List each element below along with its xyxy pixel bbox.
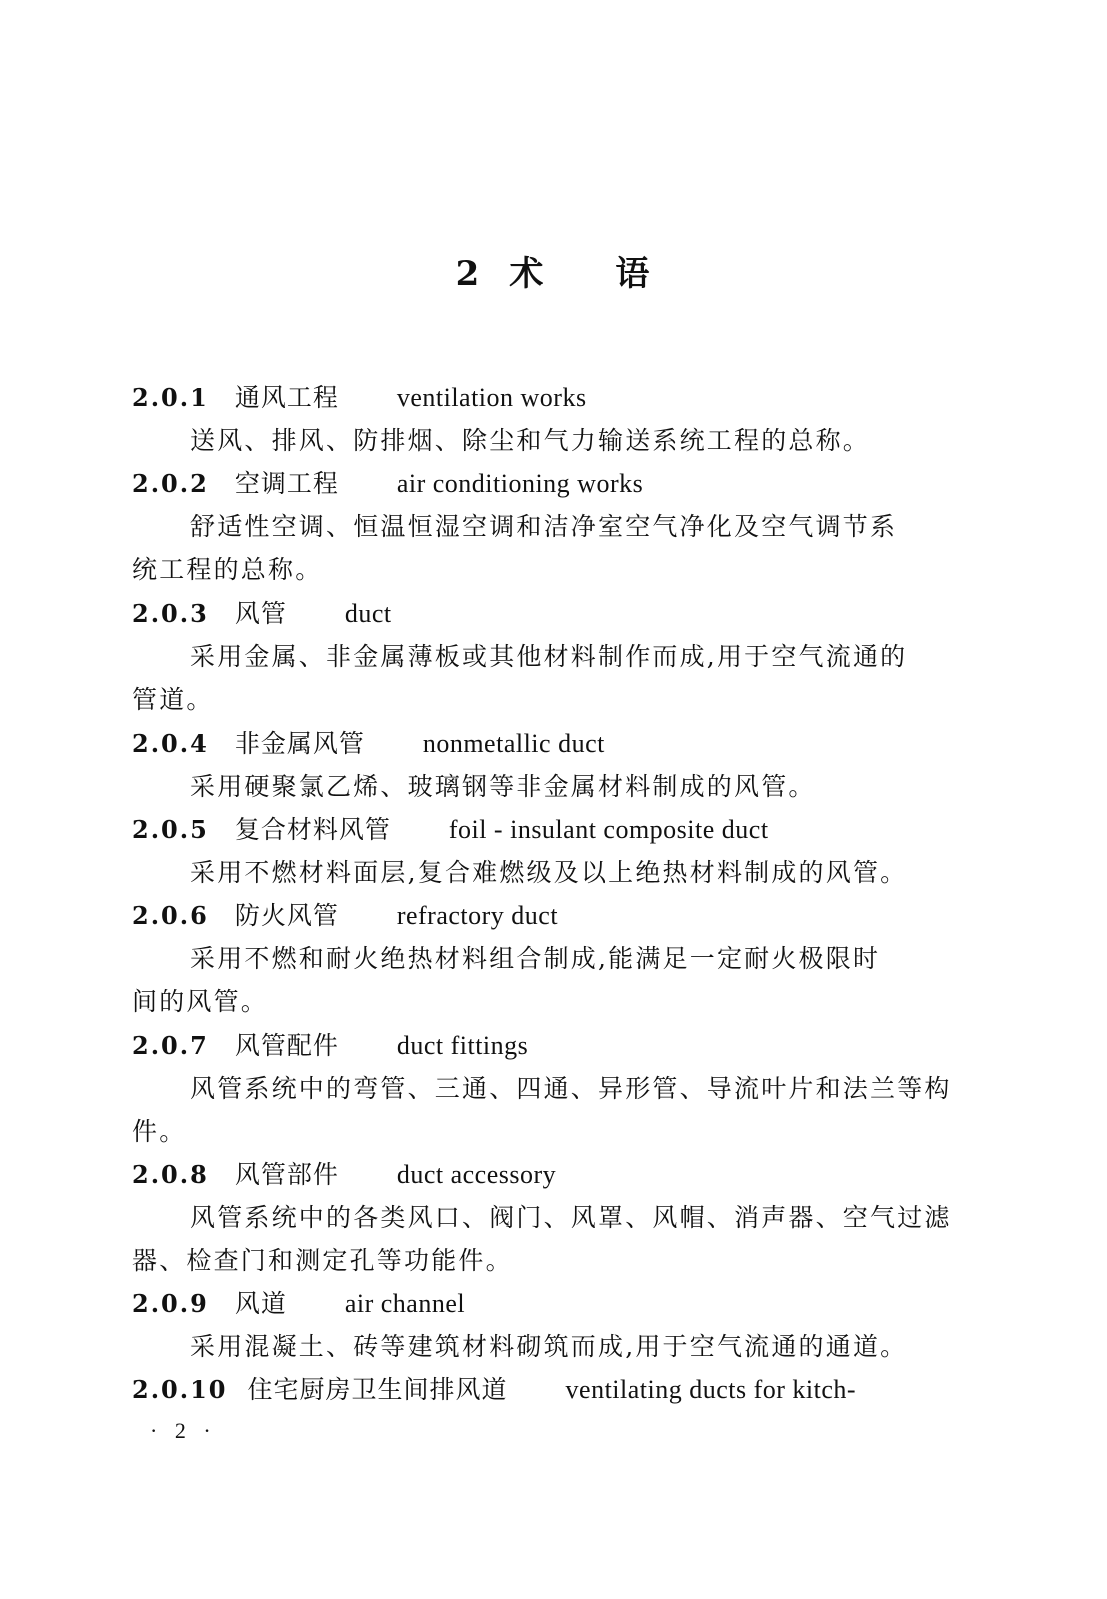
term-chinese: 空调工程 bbox=[234, 469, 339, 498]
term-definition-line: 统工程的总称。 bbox=[132, 555, 323, 584]
term-heading bbox=[132, 896, 558, 936]
term-chinese: 防火风管 bbox=[234, 901, 339, 930]
term-heading bbox=[132, 464, 643, 504]
term-definition-line: 管道。 bbox=[132, 685, 214, 714]
term-number: 2.0.7 bbox=[132, 1031, 209, 1060]
term-chinese: 风道 bbox=[234, 1289, 287, 1318]
term-number: 2.0.10 bbox=[132, 1375, 228, 1404]
term-heading bbox=[132, 810, 769, 850]
term-number: 2.0.2 bbox=[132, 469, 209, 498]
term-definition-line: 采用不燃和耐火绝热材料组合制成,能满足一定耐火极限时 bbox=[190, 944, 881, 973]
term-heading bbox=[132, 1284, 465, 1324]
term-number: 2.0.3 bbox=[132, 599, 209, 628]
term-english: duct fittings bbox=[396, 1031, 529, 1060]
term-definition-line: 送风、排风、防排烟、除尘和气力输送系统工程的总称。 bbox=[190, 426, 871, 455]
term-english: duct accessory bbox=[396, 1160, 557, 1189]
term-definition-line: 采用金属、非金属薄板或其他材料制作而成,用于空气流通的 bbox=[190, 642, 908, 671]
term-chinese: 非金属风管 bbox=[234, 729, 365, 758]
chapter-title-part1: 术 bbox=[509, 254, 546, 294]
term-definition-line: 器、检查门和测定孔等功能件。 bbox=[132, 1246, 513, 1275]
term-heading bbox=[132, 1370, 856, 1410]
chapter-number: 2 bbox=[455, 254, 482, 294]
term-definition-line: 采用不燃材料面层,复合难燃级及以上绝热材料制成的风管。 bbox=[190, 858, 908, 887]
term-heading bbox=[132, 724, 605, 764]
term-number: 2.0.6 bbox=[132, 901, 209, 930]
term-chinese: 风管 bbox=[234, 599, 287, 628]
term-english: refractory duct bbox=[396, 901, 559, 930]
term-definition-line: 采用硬聚氯乙烯、玻璃钢等非金属材料制成的风管。 bbox=[190, 772, 816, 801]
term-english: air conditioning works bbox=[396, 469, 644, 498]
term-definition-line: 件。 bbox=[132, 1117, 187, 1146]
term-heading bbox=[132, 378, 587, 418]
term-english: ventilating ducts for kitch- bbox=[565, 1375, 857, 1404]
page-number: · 2 · bbox=[150, 1418, 217, 1443]
term-chinese: 通风工程 bbox=[234, 383, 339, 412]
term-definition-line: 舒适性空调、恒温恒湿空调和洁净室空气净化及空气调节系 bbox=[190, 512, 898, 541]
term-heading bbox=[132, 1026, 528, 1066]
term-english: air channel bbox=[344, 1289, 466, 1318]
term-heading bbox=[132, 594, 392, 634]
term-number: 2.0.4 bbox=[132, 729, 209, 758]
term-number: 2.0.9 bbox=[132, 1289, 209, 1318]
term-english: nonmetallic duct bbox=[422, 729, 605, 758]
chapter-title bbox=[0, 246, 1107, 295]
term-number: 2.0.1 bbox=[132, 383, 209, 412]
term-english: foil - insulant composite duct bbox=[448, 815, 769, 844]
term-number: 2.0.8 bbox=[132, 1160, 209, 1189]
term-chinese: 复合材料风管 bbox=[234, 815, 391, 844]
term-chinese: 风管配件 bbox=[234, 1031, 339, 1060]
term-english: duct bbox=[344, 599, 392, 628]
term-chinese: 住宅厨房卫生间排风道 bbox=[247, 1375, 508, 1404]
term-heading bbox=[132, 1155, 556, 1195]
term-definition-line: 风管系统中的弯管、三通、四通、异形管、导流叶片和法兰等构 bbox=[190, 1074, 952, 1103]
term-number: 2.0.5 bbox=[132, 815, 209, 844]
chapter-title-part2: 语 bbox=[615, 254, 652, 294]
term-definition-line: 采用混凝土、砖等建筑材料砌筑而成,用于空气流通的通道。 bbox=[190, 1332, 908, 1361]
term-english: ventilation works bbox=[396, 383, 587, 412]
term-definition-line: 风管系统中的各类风口、阀门、风罩、风帽、消声器、空气过滤 bbox=[190, 1203, 952, 1232]
term-definition-line: 间的风管。 bbox=[132, 987, 269, 1016]
term-chinese: 风管部件 bbox=[234, 1160, 339, 1189]
